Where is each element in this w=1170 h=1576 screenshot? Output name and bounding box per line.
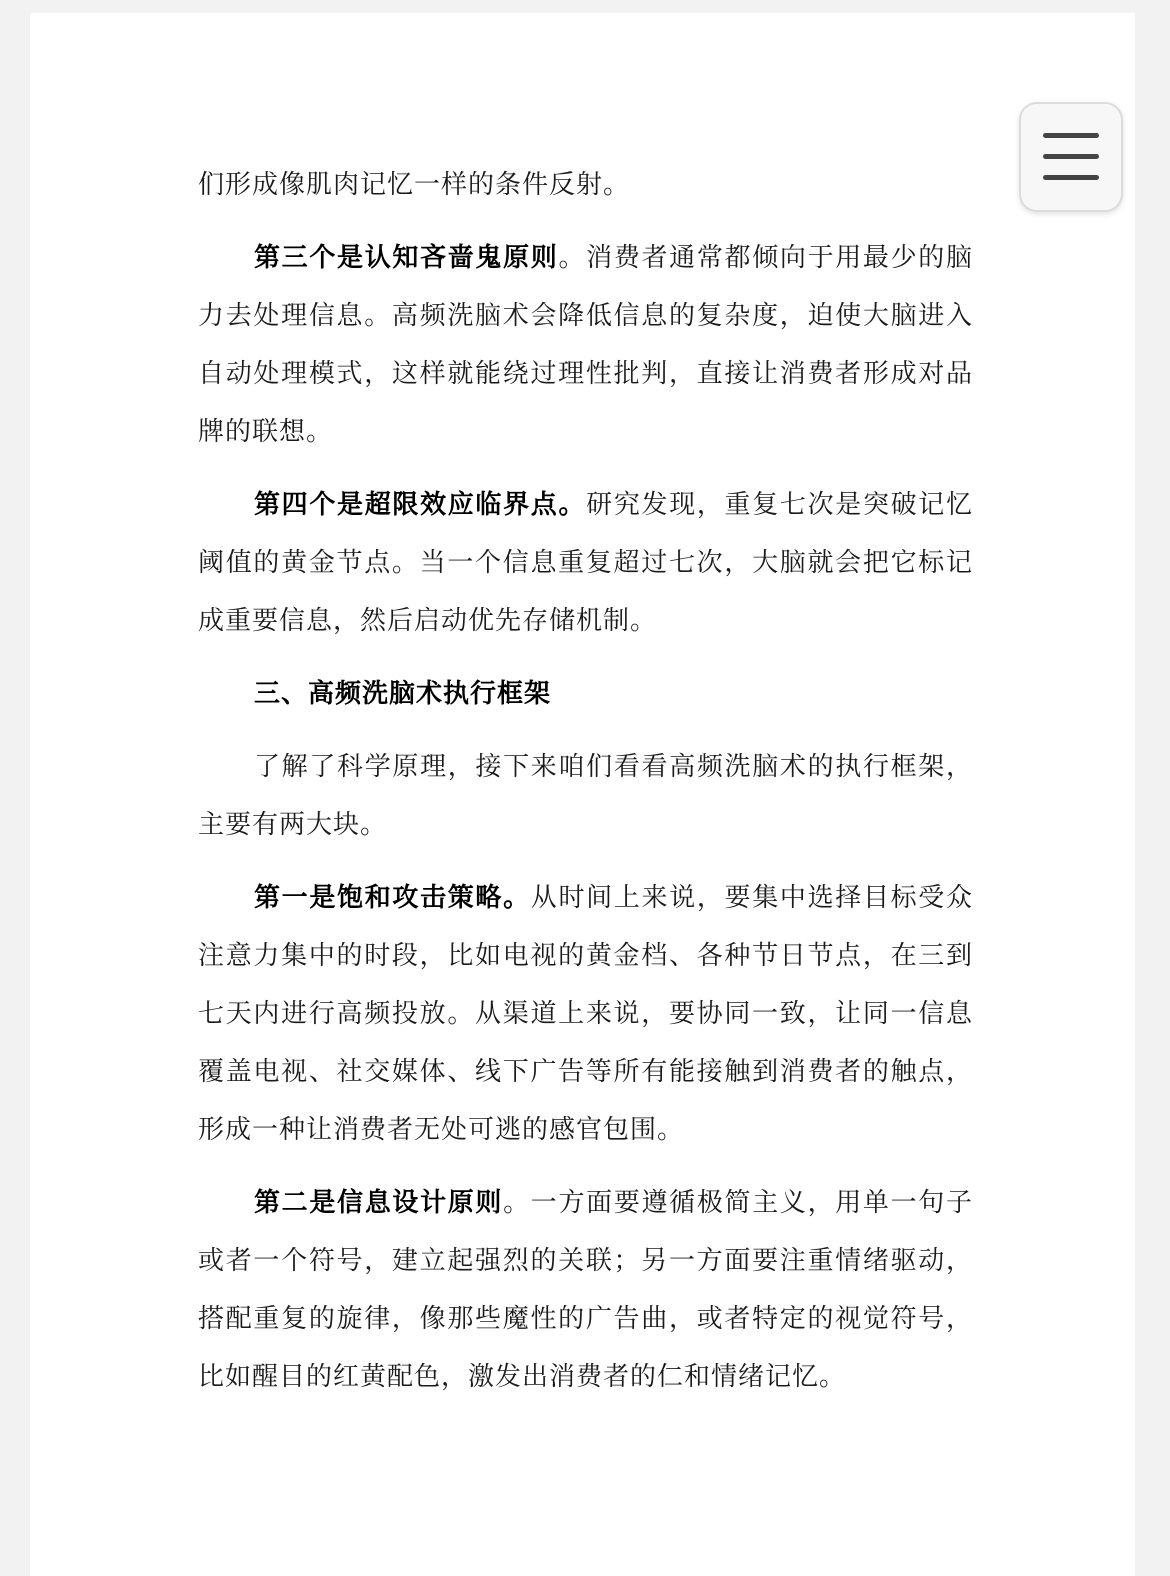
paragraph-saturation-strategy: 第一是饱和攻击策略。从时间上来说，要集中选择目标受众注意力集中的时段，比如电视的黄金档、各种节日节点，在三到七天内进行高频投放。从渠道上来说，要协同一致，让同一信息覆盖电视、社交媒体、线下广告等所有能接触到消费者的触点，形成一种让消费者无处可逃的感官包围。 <box>198 883 973 1145</box>
document-body <box>198 156 973 1421</box>
paragraph-lead-bold: 第一是饱和攻击策略。 <box>254 883 531 913</box>
paragraph-continuation: 们形成像肌肉记忆一样的条件反射。 <box>198 170 631 200</box>
menu-button[interactable] <box>1019 102 1123 212</box>
paragraph-design-principle: 第二是信息设计原则。一方面要遵循极简主义，用单一句子或者一个符号，建立起强烈的关联；另一方面要注重情绪驱动，搭配重复的旋律，像那些魔性的广告曲，或者特定的视觉符号，比如醒目的红黄配色，激发出消费者的仁和情绪记忆。 <box>198 1188 973 1392</box>
paragraph-principle-three: 第三个是认知吝啬鬼原则。消费者通常都倾向于用最少的脑力去处理信息。高频洗脑术会降低信息的复杂度，迫使大脑进入自动处理模式，这样就能绕过理性批判，直接让消费者形成对品牌的联想。 <box>198 243 973 447</box>
paragraph-framework-intro: 了解了科学原理，接下来咱们看看高频洗脑术的执行框架，主要有两大块。 <box>198 752 973 840</box>
section-heading: 三、高频洗脑术执行框架 <box>254 679 552 709</box>
paragraph-lead-bold: 第四个是超限效应临界点。 <box>254 490 587 520</box>
document-page <box>30 13 1135 1576</box>
paragraph-principle-four: 第四个是超限效应临界点。研究发现，重复七次是突破记忆阈值的黄金节点。当一个信息重复超过七次，大脑就会把它标记成重要信息，然后启动优先存储机制。 <box>198 490 973 636</box>
paragraph-lead-bold: 第三个是认知吝啬鬼原则 <box>254 243 559 273</box>
paragraph-lead-bold: 第二是信息设计原则 <box>254 1188 504 1218</box>
hamburger-menu-icon <box>1043 133 1099 183</box>
